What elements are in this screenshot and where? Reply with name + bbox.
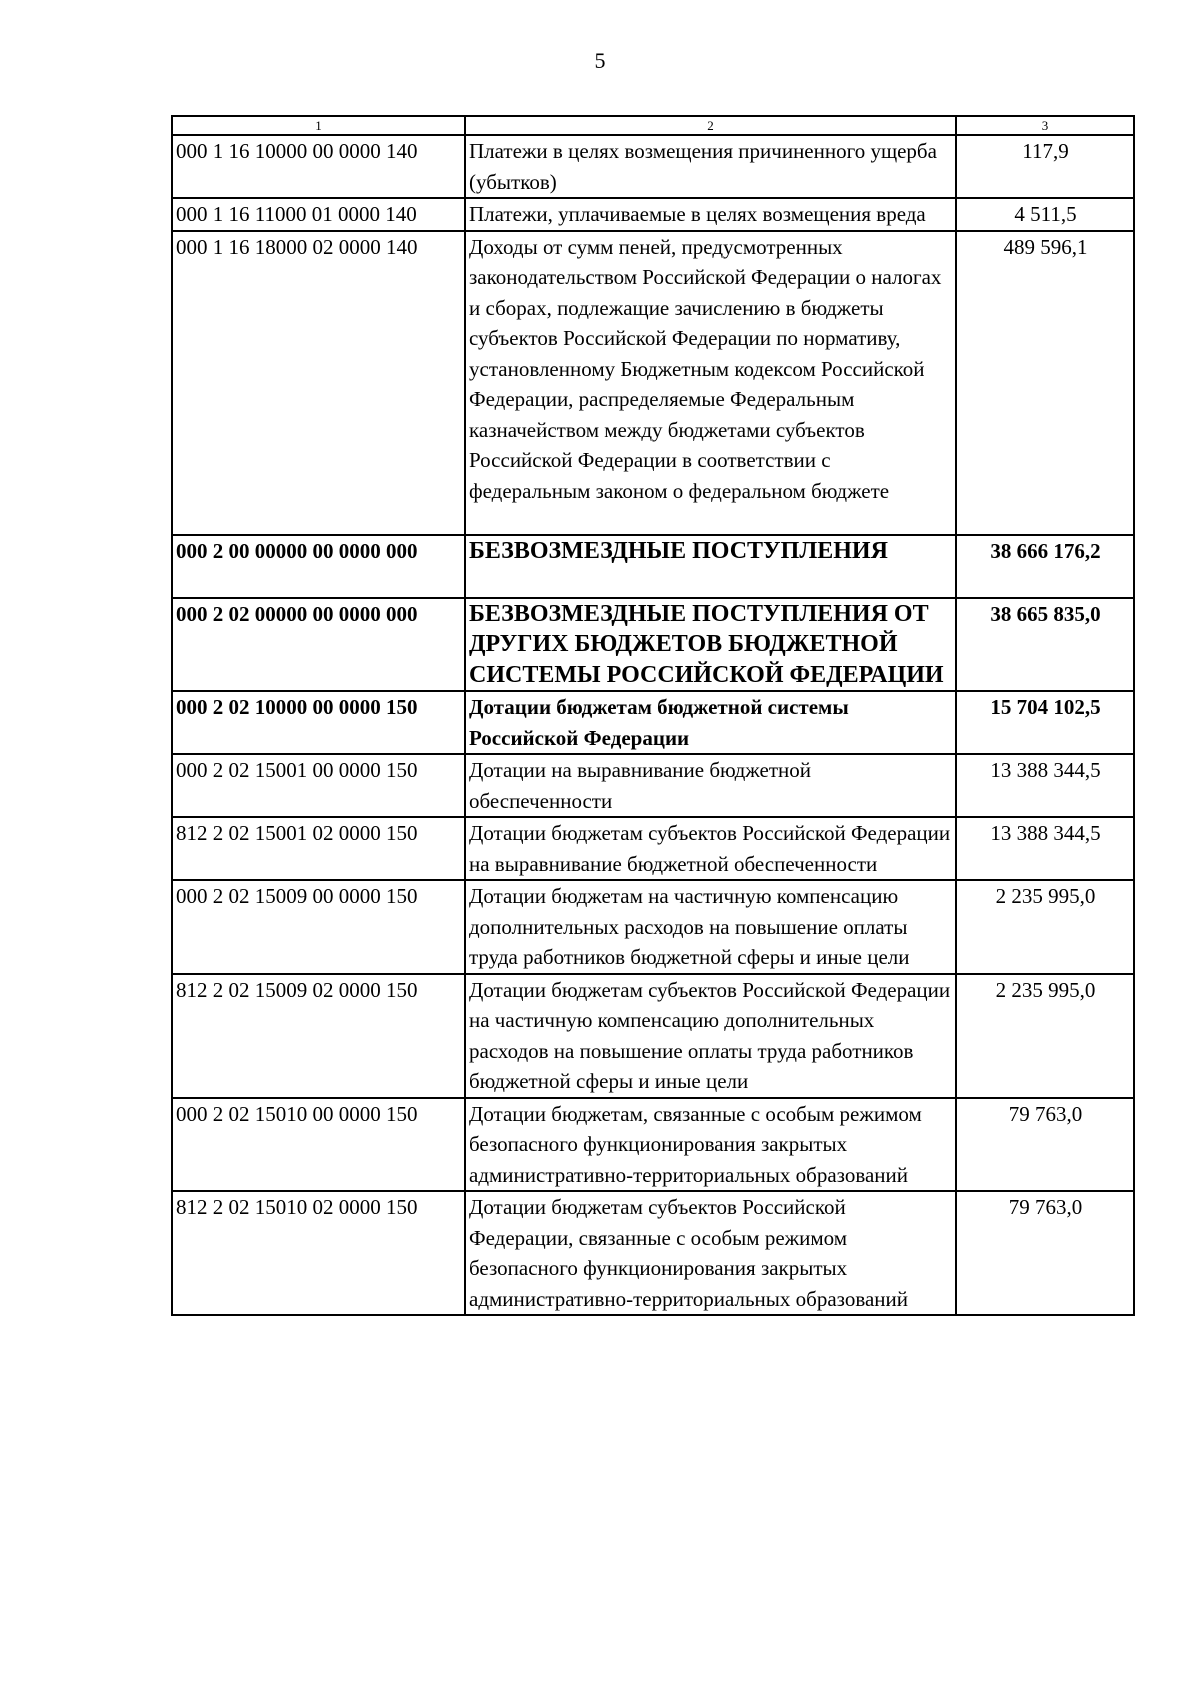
table-row bbox=[172, 198, 1134, 231]
row-name: Платежи, уплачиваемые в целях возмещения вреда bbox=[465, 198, 956, 231]
row-name: Дотации бюджетам на частичную компенсацию дополнительных расходов на повышение оплаты труда работников бюджетной сферы и иные цели bbox=[465, 880, 956, 974]
row-name: БЕЗВОЗМЕЗДНЫЕ ПОСТУПЛЕНИЯ ОТ ДРУГИХ БЮДЖЕТОВ БЮДЖЕТНОЙ СИСТЕМЫ РОССИЙСКОЙ ФЕДЕРАЦИИ bbox=[465, 598, 956, 692]
row-code: 000 2 02 15001 00 0000 150 bbox=[172, 754, 465, 817]
row-amount: 489 596,1 bbox=[956, 231, 1134, 536]
row-code: 000 2 00 00000 00 0000 000 bbox=[172, 535, 465, 598]
row-amount: 38 665 835,0 bbox=[956, 598, 1134, 692]
row-code: 812 2 02 15010 02 0000 150 bbox=[172, 1191, 465, 1315]
table-row bbox=[172, 817, 1134, 880]
table-row bbox=[172, 1191, 1134, 1315]
row-code: 812 2 02 15001 02 0000 150 bbox=[172, 817, 465, 880]
row-code: 000 2 02 00000 00 0000 000 bbox=[172, 598, 465, 692]
row-code: 000 1 16 18000 02 0000 140 bbox=[172, 231, 465, 536]
row-code: 812 2 02 15009 02 0000 150 bbox=[172, 974, 465, 1098]
row-name: Дотации бюджетам, связанные с особым режимом безопасного функционирования закрытых административно-территориальных образований bbox=[465, 1098, 956, 1192]
row-amount: 13 388 344,5 bbox=[956, 754, 1134, 817]
column-header-2: 2 bbox=[465, 116, 956, 135]
row-code: 000 1 16 11000 01 0000 140 bbox=[172, 198, 465, 231]
row-code: 000 2 02 15009 00 0000 150 bbox=[172, 880, 465, 974]
row-amount: 38 666 176,2 bbox=[956, 535, 1134, 598]
row-amount: 13 388 344,5 bbox=[956, 817, 1134, 880]
table-row-subtotal bbox=[172, 691, 1134, 754]
column-header-1: 1 bbox=[172, 116, 465, 135]
row-name: Дотации бюджетам субъектов Российской Федерации на частичную компенсацию дополнительных расходов на повышение оплаты труда работников бюджетной сферы и иные цели bbox=[465, 974, 956, 1098]
table-row bbox=[172, 754, 1134, 817]
row-code: 000 1 16 10000 00 0000 140 bbox=[172, 135, 465, 198]
row-name: БЕЗВОЗМЕЗДНЫЕ ПОСТУПЛЕНИЯ bbox=[465, 535, 956, 598]
column-header-3: 3 bbox=[956, 116, 1134, 135]
row-name: Дотации бюджетам бюджетной системы Российской Федерации bbox=[465, 691, 956, 754]
table-row bbox=[172, 1098, 1134, 1192]
row-amount: 79 763,0 bbox=[956, 1098, 1134, 1192]
table-row bbox=[172, 135, 1134, 198]
row-amount: 2 235 995,0 bbox=[956, 974, 1134, 1098]
row-name: Платежи в целях возмещения причиненного ущерба (убытков) bbox=[465, 135, 956, 198]
table-row-section-total bbox=[172, 598, 1134, 692]
row-amount: 4 511,5 bbox=[956, 198, 1134, 231]
table-row bbox=[172, 880, 1134, 974]
row-amount: 15 704 102,5 bbox=[956, 691, 1134, 754]
budget-table bbox=[171, 115, 1135, 1316]
page-number: 5 bbox=[594, 48, 606, 73]
row-name: Дотации бюджетам субъектов Российской Федерации, связанные с особым режимом безопасного функционирования закрытых административно-территориальных образований bbox=[465, 1191, 956, 1315]
row-name: Дотации бюджетам субъектов Российской Федерации на выравнивание бюджетной обеспеченности bbox=[465, 817, 956, 880]
table-row bbox=[172, 974, 1134, 1098]
row-amount: 2 235 995,0 bbox=[956, 880, 1134, 974]
table-row-section-total bbox=[172, 535, 1134, 598]
row-amount: 117,9 bbox=[956, 135, 1134, 198]
row-name: Дотации на выравнивание бюджетной обеспеченности bbox=[465, 754, 956, 817]
header-row bbox=[172, 116, 1134, 135]
table-row bbox=[172, 231, 1134, 536]
row-code: 000 2 02 15010 00 0000 150 bbox=[172, 1098, 465, 1192]
row-code: 000 2 02 10000 00 0000 150 bbox=[172, 691, 465, 754]
row-amount: 79 763,0 bbox=[956, 1191, 1134, 1315]
row-name: Доходы от сумм пеней, предусмотренных законодательством Российской Федерации о налогах и сборах, подлежащие зачислению в бюджеты субъектов Российской Федерации по нормативу, установленному Бюджетным кодексом Российской Федерации, распределяемые Федеральным казначейством между бюджетами субъектов Российской Федерации в соответствии с федеральным законом о федеральном бюджете bbox=[465, 231, 956, 536]
